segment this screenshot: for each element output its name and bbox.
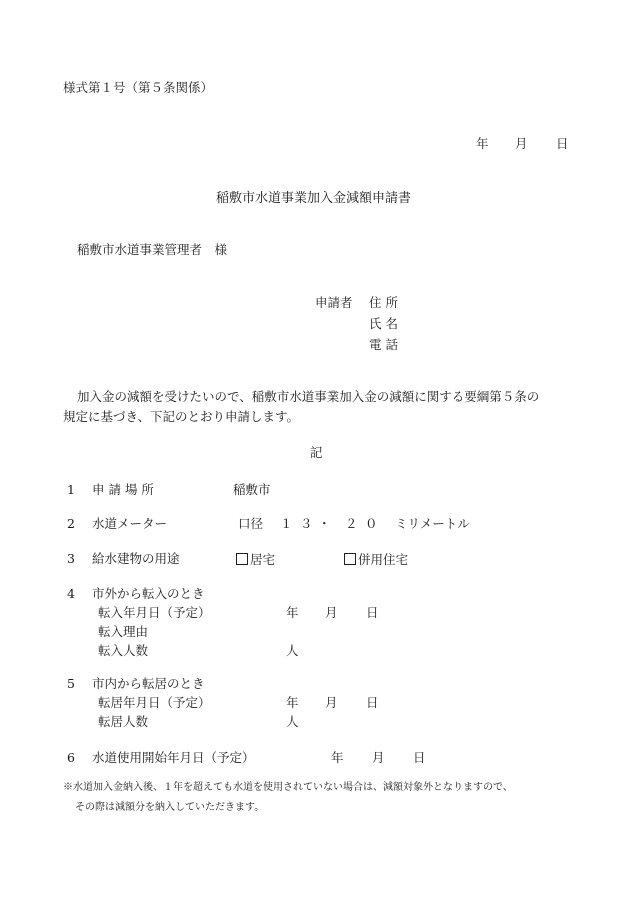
checkbox-icon[interactable] xyxy=(344,553,356,565)
item2-label: 水道メーター xyxy=(92,516,168,531)
item6-day: 日 xyxy=(413,750,426,765)
ki-heading: 記 xyxy=(310,445,323,460)
item1-number: 1 xyxy=(67,482,75,497)
item5-date-label: 転居年月日（予定） xyxy=(98,695,211,710)
form-number: 様式第１号（第５条関係） xyxy=(63,80,214,95)
item4-person-unit: 人 xyxy=(286,643,299,658)
item5-day: 日 xyxy=(366,695,379,710)
date-year: 年 xyxy=(476,136,489,151)
item4-date-label: 転入年月日（予定） xyxy=(98,605,211,620)
item5-label: 市内から転居のとき xyxy=(92,676,205,691)
item2-separator: ・ xyxy=(318,516,331,531)
item5-person-unit: 人 xyxy=(286,714,299,729)
item4-year: 年 xyxy=(286,605,299,620)
phone-label: 電 話 xyxy=(369,337,398,352)
item4-reason-label: 転入理由 xyxy=(98,624,149,639)
item2-unit: ミリメートル xyxy=(395,516,470,531)
item4-month: 月 xyxy=(325,605,338,620)
item6-year: 年 xyxy=(331,750,344,765)
item2-option-13: １３ xyxy=(280,516,321,531)
date-day: 日 xyxy=(556,136,569,151)
item5-year: 年 xyxy=(286,695,299,710)
item2-option-20: ２０ xyxy=(345,516,386,531)
form-title: 稲敷市水道事業加入金減額申請書 xyxy=(216,191,412,206)
body-line-1: 加入金の減額を受けたいので、稲敷市水道事業加入金の減額に関する要綱第５条の xyxy=(77,389,540,404)
item1-value: 稲敷市 xyxy=(233,482,271,497)
applicant-label: 申請者 xyxy=(315,295,353,310)
item5-month: 月 xyxy=(325,695,338,710)
item5-count-label: 転居人数 xyxy=(98,714,149,729)
item2-prefix: 口径 xyxy=(238,516,264,531)
item6-label: 水道使用開始年月日（予定） xyxy=(92,750,255,765)
address-label: 住 所 xyxy=(369,295,398,310)
item3-option-residence[interactable]: 居宅 xyxy=(236,553,275,567)
item3-option-mixed[interactable]: 併用住宅 xyxy=(344,553,408,567)
item3-number: 3 xyxy=(67,551,75,566)
item4-label: 市外から転入のとき xyxy=(92,586,205,601)
item3-label: 給水建物の用途 xyxy=(92,551,180,566)
item6-month: 月 xyxy=(372,750,385,765)
name-label: 氏 名 xyxy=(369,316,398,331)
checkbox-icon[interactable] xyxy=(236,553,248,565)
item4-number: 4 xyxy=(67,586,75,601)
note-line-2: その際は減額分を納入していただきます。 xyxy=(75,802,265,813)
item6-number: 6 xyxy=(67,750,75,765)
item2-number: 2 xyxy=(67,516,75,531)
item1-label: 申 請 場 所 xyxy=(92,482,154,497)
date-month: 月 xyxy=(515,136,528,151)
item5-number: 5 xyxy=(67,676,75,691)
addressee: 稲敷市水道事業管理者 様 xyxy=(77,242,228,257)
item4-day: 日 xyxy=(366,605,379,620)
note-line-1: ※水道加入金納入後、１年を超えても水道を使用されていない場合は、減額対象外となりますので、 xyxy=(63,782,513,793)
body-line-2: 規定に基づき、下記のとおり申請します。 xyxy=(63,409,300,424)
item4-count-label: 転入人数 xyxy=(98,643,149,658)
